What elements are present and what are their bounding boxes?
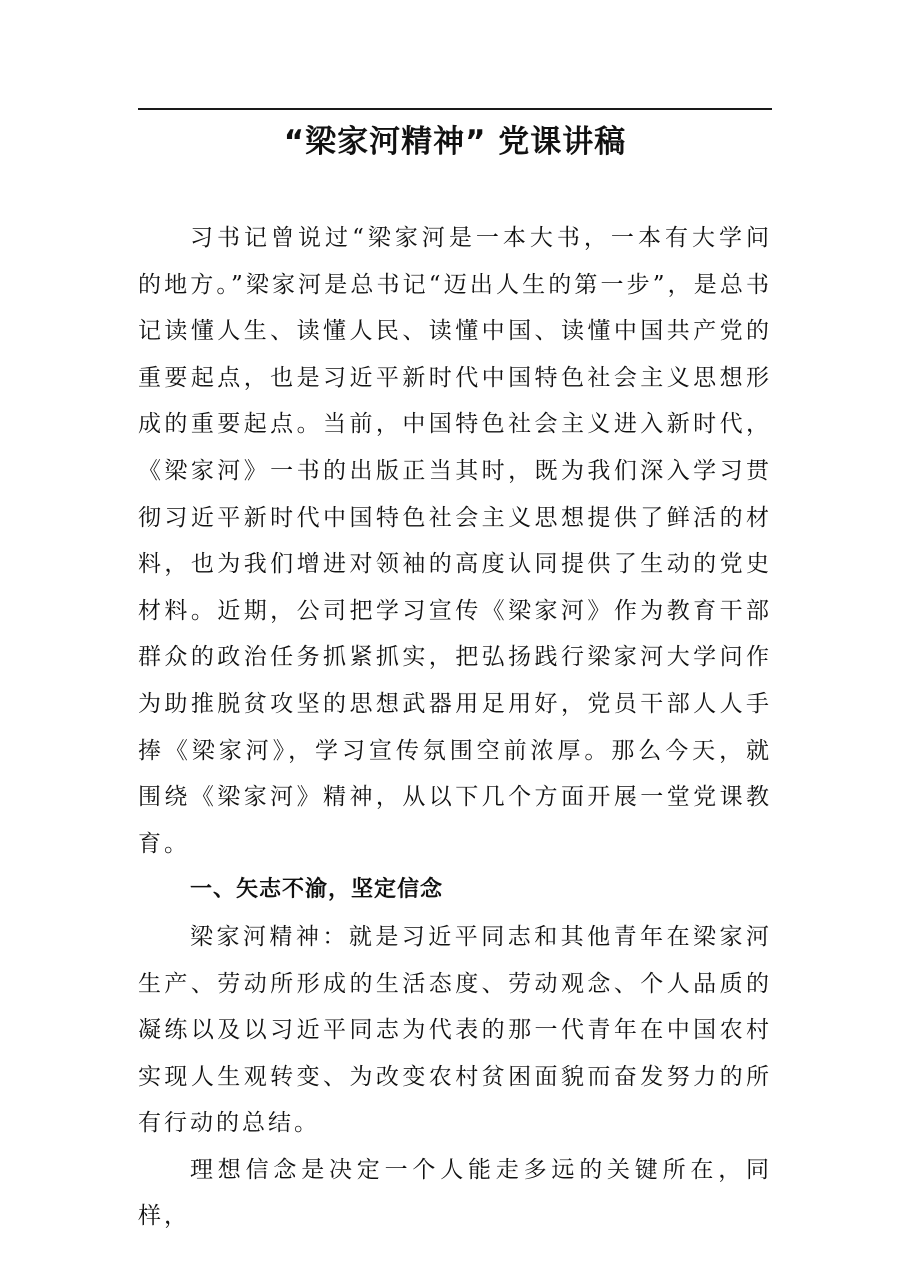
section1-paragraph-2: 理想信念是决定一个人能走多远的关键所在，同样， bbox=[138, 1156, 772, 1230]
document-body bbox=[138, 215, 772, 1240]
section1-paragraph-1: 梁家河精神：就是习近平同志和其他青年在梁家河生产、劳动所形成的生活态度、劳动观念、个人品质的凝练以及以习近平同志为代表的那一代青年在中国农村实现人生观转变、为改变农村贫困面貌而奋发努力的所有行动的总结。 bbox=[138, 923, 772, 1137]
header-rule bbox=[138, 108, 772, 110]
document-title: “梁家河精神” 党课讲稿 bbox=[283, 124, 627, 160]
intro-paragraph: 习书记曾说过“梁家河是一本大书，一本有大学问的地方。”梁家河是总书记“迈出人生的第一步”，是总书记读懂人生、读懂人民、读懂中国、读懂中国共产党的重要起点，也是习近平新时代中国特色社会主义思想形成的重要起点。当前，中国特色社会主义进入新时代，《梁家河》一书的出版正当其时，既为我们深入学习贯彻习近平新时代中国特色社会主义思想提供了鲜活的材料，也为我们增进对领袖的高度认同提供了生动的党史材料。近期，公司把学习宣传《梁家河》作为教育干部群众的政治任务抓紧抓实，把弘扬践行梁家河大学问作为助推脱贫攻坚的思想武器用足用好，党员干部人人手捧《梁家河》，学习宣传氛围空前浓厚。那么今天，就围绕《梁家河》精神，从以下几个方面开展一堂党课教育。 bbox=[138, 225, 772, 857]
section-heading-1: 一、矢志不渝，坚定信念 bbox=[190, 877, 444, 903]
